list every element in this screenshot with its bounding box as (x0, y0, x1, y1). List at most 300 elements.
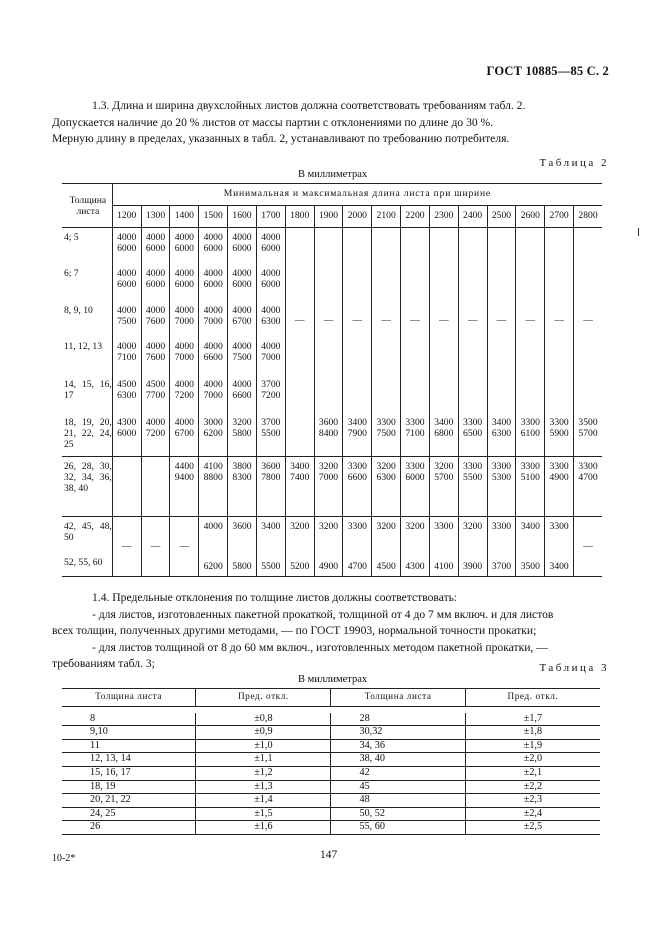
max-length: 9400 (174, 472, 194, 483)
length-cell (401, 457, 430, 517)
min-length: 3400 (347, 416, 367, 428)
length-cell (285, 553, 314, 577)
thickness-cell: 11, 12, 13 (62, 337, 112, 375)
thickness-cell: 28 (331, 713, 465, 726)
length-cell (545, 517, 574, 553)
max-length: 6000 (145, 278, 166, 290)
length-cell (141, 228, 170, 264)
width-cell: 2000 (343, 206, 372, 228)
max-length: 5900 (549, 427, 569, 439)
min-length: 4000 (261, 304, 281, 316)
length-cell (199, 553, 228, 577)
max-length: 6000 (174, 278, 194, 290)
page-header: ГОСТ 10885—85 С. 2 (486, 64, 609, 78)
thickness-cell: 14, 15, 16, 17 (62, 375, 112, 413)
table2-caption: Таблица 2 (539, 157, 609, 169)
length-cell (199, 517, 228, 553)
min-length: 4700 (347, 560, 367, 572)
min-length: 3900 (463, 560, 483, 572)
max-length: 6800 (434, 427, 454, 439)
min-length: 3300 (491, 521, 512, 532)
max-length: 6000 (117, 427, 137, 439)
paragraph-line: Допускается наличие до 20 % листов от массы партии с отклонениями по длине до 30 %. (52, 115, 494, 129)
table-row (62, 413, 602, 457)
table3-units: В миллиметрах (298, 674, 368, 685)
width-cell: 1400 (170, 206, 199, 228)
deviation-cell: ±1,4 (196, 794, 331, 808)
table2-units: В миллиметрах (298, 169, 368, 180)
max-length: 7000 (174, 351, 194, 363)
max-length: 4900 (549, 472, 569, 483)
table-row (62, 766, 600, 780)
length-cell (141, 375, 170, 413)
table2-head-group: Минимальная и максимальная длина листа при ширине (112, 184, 602, 206)
min-length: 5200 (290, 560, 310, 572)
max-length: 5700 (578, 427, 598, 439)
length-cell (401, 517, 430, 553)
length-cell (574, 457, 602, 517)
min-length: 3200 (376, 521, 396, 532)
length-cell (228, 553, 257, 577)
length-cell (228, 413, 257, 457)
min-length: 4000 (232, 232, 252, 243)
width-cell: 2300 (429, 206, 458, 228)
dash-cell: — (112, 517, 141, 577)
min-length: 4000 (174, 232, 194, 243)
max-length: 7200 (174, 389, 194, 401)
min-length: 4000 (203, 340, 223, 352)
length-cell (429, 553, 458, 577)
width-cell: 2100 (372, 206, 401, 228)
max-length: 6600 (232, 389, 252, 401)
empty-cell (141, 457, 170, 517)
length-cell (372, 457, 401, 517)
max-length: 6000 (174, 243, 194, 254)
max-length: 5100 (520, 472, 540, 483)
thickness-cell: 11 (62, 739, 196, 753)
deviation-cell: ±1,1 (196, 753, 331, 767)
max-length: 6000 (117, 243, 137, 254)
length-cell (141, 337, 170, 375)
table-row (62, 753, 600, 767)
max-length: 7000 (261, 351, 281, 363)
max-length: 6000 (117, 278, 137, 290)
dash-cell: — (141, 517, 170, 577)
length-cell (516, 517, 545, 553)
paragraph-line: Мерную длину в пределах, указанных в табл. 2, устанавливают по требованию потребителя. (52, 132, 510, 145)
min-length: 3400 (261, 521, 281, 532)
length-cell (458, 457, 487, 517)
paragraph-1-3 (52, 98, 612, 148)
dash-cell: — (574, 228, 602, 413)
length-cell (256, 337, 285, 375)
thickness-cell: 18, 19, 20, 21, 22, 24, 25 (62, 413, 112, 457)
max-length: 6100 (520, 427, 540, 439)
empty-cell (285, 413, 314, 457)
max-length: 7500 (376, 427, 396, 439)
width-cell: 1900 (314, 206, 343, 228)
length-cell (343, 517, 372, 553)
length-cell (141, 301, 170, 337)
max-length: 7500 (117, 315, 137, 327)
length-cell (199, 457, 228, 517)
length-cell (112, 301, 141, 337)
max-length: 5500 (463, 472, 483, 483)
max-length: 7800 (261, 472, 281, 483)
min-length: 4900 (318, 560, 339, 572)
table-row (62, 726, 600, 740)
table-row (62, 713, 600, 726)
min-length: 4500 (376, 560, 396, 572)
deviation-cell: ±0,8 (196, 713, 331, 726)
max-length: 7200 (145, 427, 166, 439)
min-length: 4000 (174, 304, 194, 316)
dash-cell: — (343, 228, 372, 413)
length-cell (228, 228, 257, 264)
deviation-cell: ±2,2 (465, 780, 600, 794)
min-length: 3300 (578, 461, 598, 472)
max-length: 7400 (290, 472, 310, 483)
page-number: 147 (320, 849, 338, 861)
max-length: 6200 (203, 427, 223, 439)
deviation-cell: ±1,6 (196, 821, 331, 835)
length-cell (545, 413, 574, 457)
empty-cell (112, 457, 141, 517)
length-cell (170, 301, 199, 337)
length-cell (199, 337, 228, 375)
length-cell (401, 413, 430, 457)
thickness-cell: 30,32 (331, 726, 465, 740)
min-length: 4000 (232, 340, 252, 352)
min-length: 3200 (405, 521, 425, 532)
max-length: 7000 (203, 389, 223, 401)
width-cell: 1500 (199, 206, 228, 228)
max-length: 6700 (232, 315, 252, 327)
length-cell (199, 228, 228, 264)
thickness-cell: 8 (62, 713, 196, 726)
paragraph-line: всех толщин, полученных другими методами, — по ГОСТ 19903, нормальной точности прокатки; (52, 624, 537, 637)
min-length: 3300 (405, 461, 425, 472)
length-cell (487, 553, 516, 577)
length-cell (256, 301, 285, 337)
dash-cell: — (429, 228, 458, 413)
min-length: 3200 (318, 521, 339, 532)
min-length: 4000 (174, 340, 194, 352)
table3-caption: Таблица 3 (539, 662, 609, 674)
min-length: 3300 (405, 416, 425, 428)
max-length: 7100 (405, 427, 425, 439)
max-length: 7200 (261, 389, 281, 401)
length-cell (372, 553, 401, 577)
min-length: 3400 (520, 521, 540, 532)
deviation-cell: ±1,9 (465, 739, 600, 753)
length-cell (170, 413, 199, 457)
table-row (62, 794, 600, 808)
dash-cell: — (516, 228, 545, 413)
max-length: 6000 (405, 472, 425, 483)
thickness-cell: 45 (331, 780, 465, 794)
thickness-cell: 48 (331, 794, 465, 808)
dash-cell: — (285, 228, 314, 413)
min-length: 3200 (232, 416, 252, 428)
deviation-cell: ±2,0 (465, 753, 600, 767)
deviation-cell: ±1,7 (465, 713, 600, 726)
min-length: 4000 (145, 340, 166, 352)
thickness-cell: 50, 52 (331, 807, 465, 821)
min-length: 3800 (232, 461, 252, 472)
length-cell (228, 264, 257, 301)
length-cell (112, 413, 141, 457)
length-cell (314, 457, 343, 517)
deviation-cell: ±1,5 (196, 807, 331, 821)
min-length: 3300 (347, 521, 367, 532)
dash-cell: — (574, 517, 602, 577)
length-cell (256, 457, 285, 517)
table-row (62, 780, 600, 794)
length-cell (256, 228, 285, 264)
max-length: 7600 (145, 351, 166, 363)
max-length: 6000 (261, 278, 281, 290)
max-length: 7000 (174, 315, 194, 327)
thickness-cell: 42, 45, 48, 50 (62, 517, 112, 553)
min-length: 4000 (145, 232, 166, 243)
min-length: 3700 (261, 416, 281, 428)
min-length: 4000 (145, 304, 166, 316)
table-3 (62, 688, 600, 835)
deviation-cell: ±2,3 (465, 794, 600, 808)
min-length: 3200 (376, 461, 396, 472)
length-cell (112, 375, 141, 413)
table-row (62, 517, 602, 553)
length-cell (343, 413, 372, 457)
min-length: 3300 (549, 461, 569, 472)
length-cell (228, 457, 257, 517)
min-length: 3600 (318, 416, 339, 428)
max-length: 7000 (203, 315, 223, 327)
min-length: 3300 (520, 416, 540, 428)
min-length: 3300 (549, 521, 569, 532)
max-length: 7700 (145, 389, 166, 401)
min-length: 3300 (463, 416, 483, 428)
length-cell (170, 337, 199, 375)
dash-cell: — (487, 228, 516, 413)
length-cell (314, 517, 343, 553)
min-length: 3300 (347, 461, 367, 472)
length-cell (487, 457, 516, 517)
min-length: 4500 (117, 378, 137, 390)
min-length: 3300 (549, 416, 569, 428)
min-length: 3200 (290, 521, 310, 532)
thickness-cell: 42 (331, 766, 465, 780)
table2-width-row (62, 206, 602, 228)
min-length: 3200 (434, 461, 454, 472)
max-length: 8800 (203, 472, 223, 483)
min-length: 3300 (491, 461, 512, 472)
min-length: 3200 (463, 521, 483, 532)
length-cell (170, 228, 199, 264)
max-length: 5800 (232, 427, 252, 439)
thickness-cell: 34, 36 (331, 739, 465, 753)
min-length: 4000 (232, 304, 252, 316)
table2-header-row (62, 184, 602, 206)
length-cell (228, 375, 257, 413)
min-length: 3600 (261, 461, 281, 472)
min-length: 3000 (203, 416, 223, 428)
thickness-cell: 26 (62, 821, 196, 835)
deviation-cell: ±2,1 (465, 766, 600, 780)
max-length: 7900 (347, 427, 367, 439)
length-cell (372, 517, 401, 553)
min-length: 4000 (203, 267, 223, 279)
length-cell (256, 517, 285, 553)
length-cell (574, 413, 602, 457)
length-cell (112, 264, 141, 301)
table-row (62, 739, 600, 753)
length-cell (170, 264, 199, 301)
max-length: 6300 (117, 389, 137, 401)
min-length: 4000 (117, 304, 137, 316)
deviation-cell: ±1,2 (196, 766, 331, 780)
min-length: 3300 (376, 416, 396, 428)
length-cell (458, 553, 487, 577)
thickness-cell: 26, 28, 30, 32, 34, 36, 38, 40 (62, 457, 112, 517)
length-cell (256, 375, 285, 413)
margin-mark (638, 228, 639, 236)
width-cell: 2200 (401, 206, 430, 228)
dash-cell: — (170, 517, 199, 577)
min-length: 3600 (232, 521, 252, 532)
max-length: 6000 (203, 278, 223, 290)
paragraph-line: - для листов толщиной от 8 до 60 мм включ., изготовленных методом пакетной прокатки, — (92, 640, 548, 654)
min-length: 4000 (145, 416, 166, 428)
min-length: 4100 (203, 461, 223, 472)
min-length: 3400 (434, 416, 454, 428)
min-length: 3300 (463, 461, 483, 472)
min-length: 5500 (261, 560, 281, 572)
length-cell (199, 375, 228, 413)
min-length: 3700 (491, 560, 512, 572)
max-length: 6300 (261, 315, 281, 327)
thickness-cell: 15, 16, 17 (62, 766, 196, 780)
min-length: 4400 (174, 461, 194, 472)
max-length: 6000 (261, 243, 281, 254)
length-cell (256, 264, 285, 301)
length-cell (458, 413, 487, 457)
table3-head-thickness: Толщина листа (331, 689, 465, 707)
min-length: 3400 (491, 416, 512, 428)
paragraph-line: 1.4. Предельные отклонения по толщине листов должны соответствовать: (92, 591, 458, 604)
max-length: 6000 (145, 243, 166, 254)
length-cell (516, 457, 545, 517)
dash-cell: — (458, 228, 487, 413)
thickness-cell: 9,10 (62, 726, 196, 740)
deviation-cell: ±0,9 (196, 726, 331, 740)
length-cell (170, 457, 199, 517)
width-cell: 2700 (545, 206, 574, 228)
min-length: 3300 (520, 461, 540, 472)
max-length: 7100 (117, 351, 137, 363)
length-cell (487, 517, 516, 553)
table-row (62, 821, 600, 835)
thickness-cell: 55, 60 (331, 821, 465, 835)
length-cell (429, 457, 458, 517)
min-length: 4000 (174, 416, 194, 428)
width-cell: 1800 (285, 206, 314, 228)
length-cell (516, 413, 545, 457)
max-length: 8400 (318, 427, 339, 439)
min-length: 4000 (203, 304, 223, 316)
min-length: 3400 (290, 461, 310, 472)
thickness-cell: 24, 25 (62, 807, 196, 821)
max-length: 7000 (318, 472, 339, 483)
length-cell (199, 413, 228, 457)
table-row (62, 228, 602, 264)
length-cell (141, 264, 170, 301)
paragraph-line: - для листов, изготовленных пакетной прокаткой, толщиной от 4 до 7 мм включ. и для листов (92, 607, 554, 621)
width-cell: 2500 (487, 206, 516, 228)
length-cell (199, 301, 228, 337)
table-2 (62, 183, 602, 577)
dash-cell: — (401, 228, 430, 413)
thickness-cell: 18, 19 (62, 780, 196, 794)
min-length: 4300 (405, 560, 425, 572)
min-length: 3400 (549, 560, 569, 572)
length-cell (112, 337, 141, 375)
min-length: 3500 (520, 560, 540, 572)
dash-cell: — (372, 228, 401, 413)
table-row (62, 457, 602, 517)
min-length: 4000 (145, 267, 166, 279)
width-cell: 1300 (141, 206, 170, 228)
max-length: 6300 (491, 427, 512, 439)
deviation-cell: ±1,0 (196, 739, 331, 753)
width-cell: 1200 (112, 206, 141, 228)
min-length: 3200 (318, 461, 339, 472)
footer-mark: 10-2* (52, 853, 76, 864)
thickness-cell: 52, 55, 60 (62, 553, 112, 577)
length-cell (228, 517, 257, 553)
max-length: 5700 (434, 472, 454, 483)
table2-head-thickness: Толщина листа (62, 184, 112, 228)
max-length: 6700 (174, 427, 194, 439)
length-cell (285, 457, 314, 517)
length-cell (372, 413, 401, 457)
min-length: 4000 (261, 232, 281, 243)
min-length: 4300 (117, 416, 137, 428)
width-cell: 1700 (256, 206, 285, 228)
min-length: 5800 (232, 560, 252, 572)
length-cell (256, 553, 285, 577)
min-length: 3500 (578, 416, 598, 428)
length-cell (285, 517, 314, 553)
min-length: 4000 (203, 232, 223, 243)
min-length: 6200 (203, 560, 223, 572)
length-cell (429, 517, 458, 553)
length-cell (256, 413, 285, 457)
max-length: 6000 (232, 243, 252, 254)
min-length: 3700 (261, 378, 281, 390)
length-cell (401, 553, 430, 577)
length-cell (487, 413, 516, 457)
min-length: 4000 (232, 378, 252, 390)
min-length: 4000 (232, 267, 252, 279)
min-length: 4000 (261, 267, 281, 279)
max-length: 6000 (232, 278, 252, 290)
thickness-cell: 4; 5 (62, 228, 112, 264)
length-cell (314, 413, 343, 457)
table3-head-deviation: Пред. откл. (196, 689, 331, 707)
length-cell (343, 553, 372, 577)
